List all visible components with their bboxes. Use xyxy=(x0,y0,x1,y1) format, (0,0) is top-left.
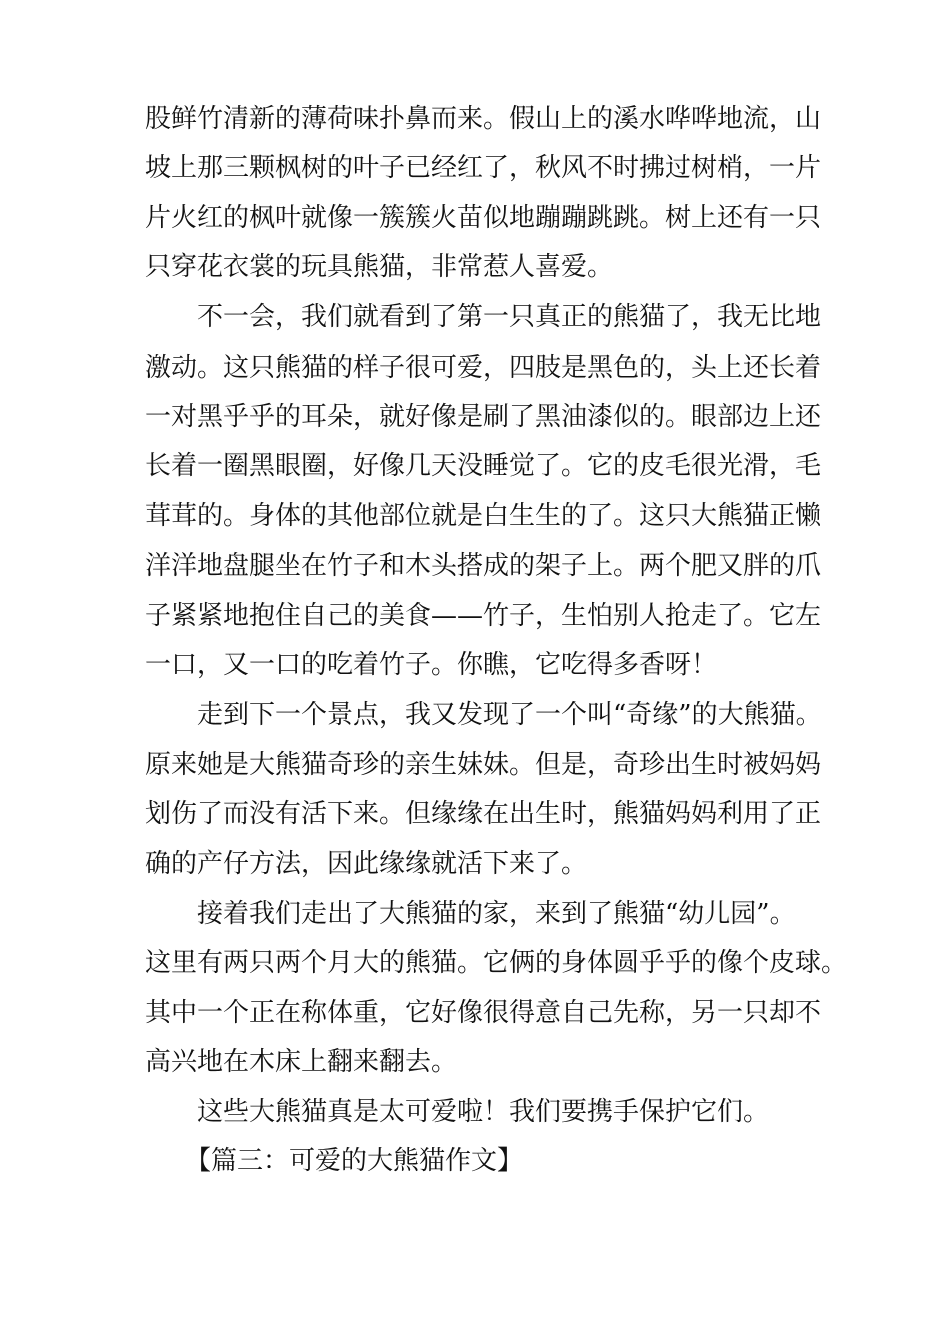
text-line: 其中一个正在称体重，它好像很得意自己先称，另一只却不 xyxy=(145,998,822,1028)
text-line: 坡上那三颗枫树的叶子已经红了，秋风不时拂过树梢，一片 xyxy=(145,153,822,183)
text-line: 激动。这只熊猫的样子很可爱，四肢是黑色的，头上还长着 xyxy=(145,353,822,383)
text-line: 这里有两只两个月大的熊猫。它俩的身体圆乎乎的像个皮球。 xyxy=(145,948,848,978)
text-line: 一对黑乎乎的耳朵，就好像是刷了黑油漆似的。眼部边上还 xyxy=(145,402,822,432)
text-line: 片火红的枫叶就像一簇簇火苗似地蹦蹦跳跳。树上还有一只 xyxy=(145,203,822,233)
text-line: 确的产仔方法，因此缘缘就活下来了。 xyxy=(145,849,588,879)
text-line: 长着一圈黑眼圈，好像几天没睡觉了。它的皮毛很光滑，毛 xyxy=(145,451,822,481)
text-line: 原来她是大熊猫奇珍的亲生妹妹。但是，奇珍出生时被妈妈 xyxy=(145,750,822,780)
text-line: 子紧紧地抱住自己的美食——竹子，生怕别人抢走了。它左 xyxy=(145,601,822,631)
text-line: 划伤了而没有活下来。但缘缘在出生时，熊猫妈妈利用了正 xyxy=(145,799,822,829)
text-line: 茸茸的。身体的其他部位就是白生生的了。这只大熊猫正懒 xyxy=(145,501,822,531)
section-heading: 【篇三：可爱的大熊猫作文】 xyxy=(185,1146,524,1176)
text-line: 不一会，我们就看到了第一只真正的熊猫了，我无比地 xyxy=(197,302,822,332)
text-line: 这些大熊猫真是太可爱啦！我们要携手保护它们。 xyxy=(197,1097,770,1127)
text-line: 股鲜竹清新的薄荷味扑鼻而来。假山上的溪水哗哗地流，山 xyxy=(145,104,822,134)
text-line: 高兴地在木床上翻来翻去。 xyxy=(145,1047,458,1077)
text-line: 只穿花衣裳的玩具熊猫，非常惹人喜爱。 xyxy=(145,252,614,282)
text-line: 接着我们走出了大熊猫的家，来到了熊猫“幼儿园”。 xyxy=(197,899,796,929)
text-line: 走到下一个景点，我又发现了一个叫“奇缘”的大熊猫。 xyxy=(197,700,822,730)
text-line: 一口，又一口的吃着竹子。你瞧，它吃得多香呀！ xyxy=(145,650,718,680)
text-line: 洋洋地盘腿坐在竹子和木头搭成的架子上。两个肥又胖的爪 xyxy=(145,551,822,581)
